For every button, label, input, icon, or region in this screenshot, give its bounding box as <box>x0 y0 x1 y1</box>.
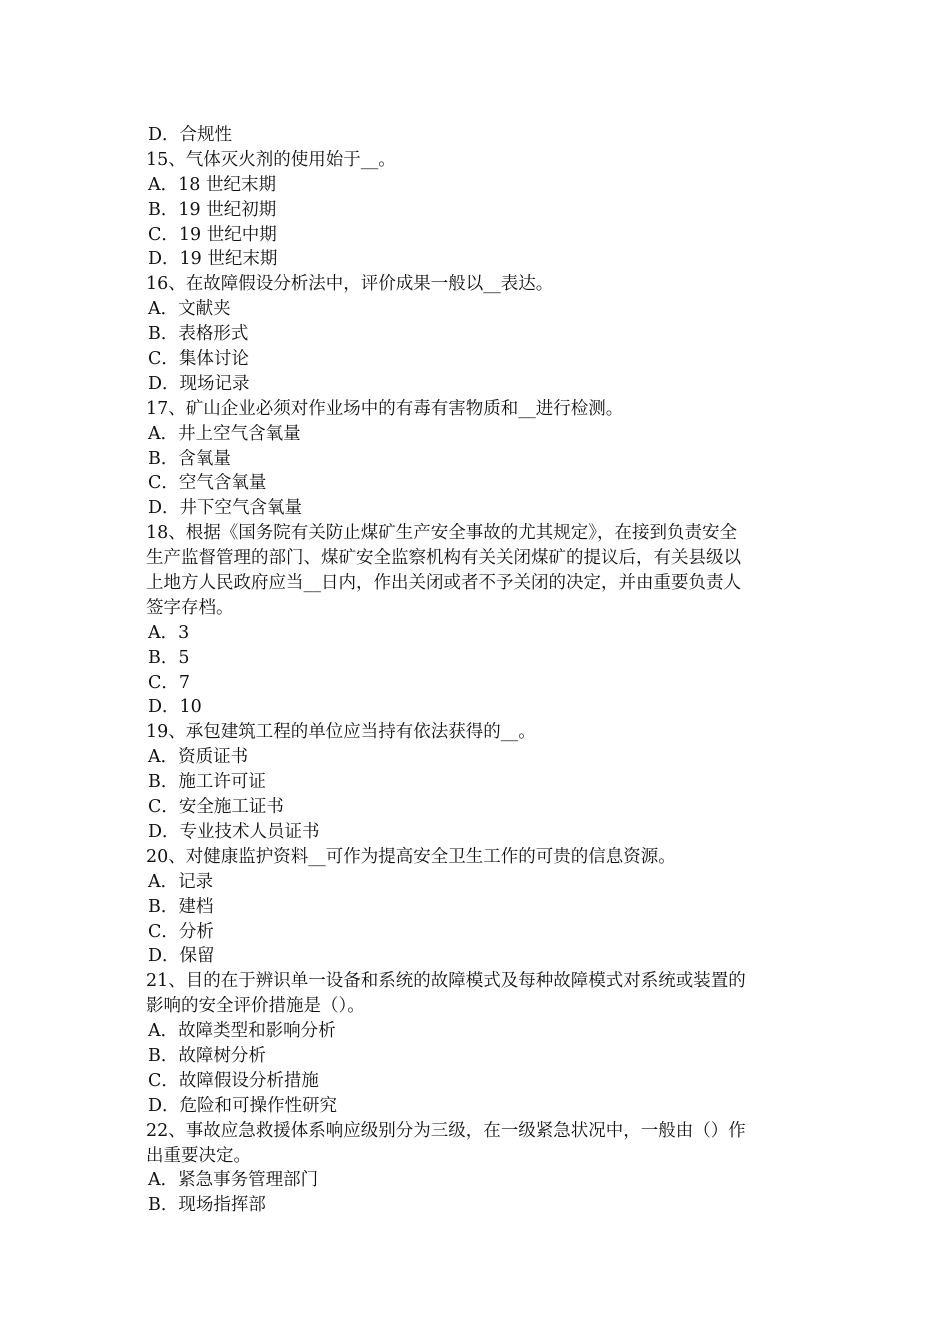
question-line: 18、根据《国务院有关防止煤矿生产安全事故的尤其规定》，在接到负责安全 <box>146 523 738 544</box>
option-line: A．故障类型和影响分析 <box>148 1021 336 1042</box>
option-line: C．19 世纪中期 <box>148 224 277 245</box>
option-line: B．含氧量 <box>148 448 231 469</box>
question-line: 17、矿山企业必须对作业场中的有毒有害物质和__进行检测。 <box>146 398 624 419</box>
option-line: C．集体讨论 <box>148 349 249 370</box>
option-line: D．合规性 <box>148 125 233 145</box>
option-line: D．保留 <box>148 946 215 967</box>
document-body <box>146 123 808 1218</box>
question-line: 签字存档。 <box>146 597 234 618</box>
option-line: D．危险和可操作性研究 <box>148 1095 338 1116</box>
option-line: A．3 <box>148 622 190 643</box>
option-line: B．现场指挥部 <box>148 1195 266 1216</box>
option-line: B．施工许可证 <box>148 772 266 793</box>
question-line: 16、在故障假设分析法中，评价成果一般以__表达。 <box>146 274 554 295</box>
option-line: B．5 <box>148 647 190 668</box>
option-line: C．空气含氧量 <box>148 473 267 494</box>
option-line: C．故障假设分析措施 <box>148 1070 319 1091</box>
option-line: A．文献夹 <box>148 299 231 320</box>
option-line: B．表格形式 <box>148 324 249 345</box>
question-line: 22、事故应急救援体系响应级别分为三级，在一级紧急状况中，一般由（）作 <box>146 1120 746 1141</box>
question-line: 20、对健康监护资料__可作为提高安全卫生工作的可贵的信息资源。 <box>146 846 676 867</box>
question-line: 15、气体灭火剂的使用始于__。 <box>146 149 396 170</box>
option-line: A．井上空气含氧量 <box>148 423 301 444</box>
option-line: A．18 世纪末期 <box>148 174 276 195</box>
option-line: B．建档 <box>148 896 214 917</box>
option-line: D．现场记录 <box>148 373 250 394</box>
question-line: 影响的安全评价措施是（）。 <box>146 996 365 1017</box>
option-line: D．19 世纪末期 <box>148 249 278 270</box>
option-line: A．记录 <box>148 871 214 892</box>
question-line: 21、目的在于辨识单一设备和系统的故障模式及每种故障模式对系统或装置的 <box>146 971 746 992</box>
option-line: A．紧急事务管理部门 <box>148 1170 319 1191</box>
option-line: C．分析 <box>148 921 214 942</box>
option-line: D．井下空气含氧量 <box>148 498 303 519</box>
option-line: D．10 <box>148 697 202 718</box>
option-line: A．资质证书 <box>148 747 249 768</box>
option-line: B．故障树分析 <box>148 1045 266 1066</box>
option-line: C．安全施工证书 <box>148 797 284 818</box>
question-line: 19、承包建筑工程的单位应当持有依法获得的__。 <box>146 722 536 743</box>
question-line: 出重要决定。 <box>146 1145 251 1166</box>
question-line: 上地方人民政府应当__日内，作出关闭或者不予关闭的决定，并由重要负责人 <box>146 573 741 594</box>
question-line: 生产监督管理的部门、煤矿安全监察机构有关关闭煤矿的提议后，有关县级以 <box>146 548 741 569</box>
option-line: C．7 <box>148 672 191 693</box>
option-line: D．专业技术人员证书 <box>148 821 320 842</box>
option-line: B．19 世纪初期 <box>148 199 277 220</box>
